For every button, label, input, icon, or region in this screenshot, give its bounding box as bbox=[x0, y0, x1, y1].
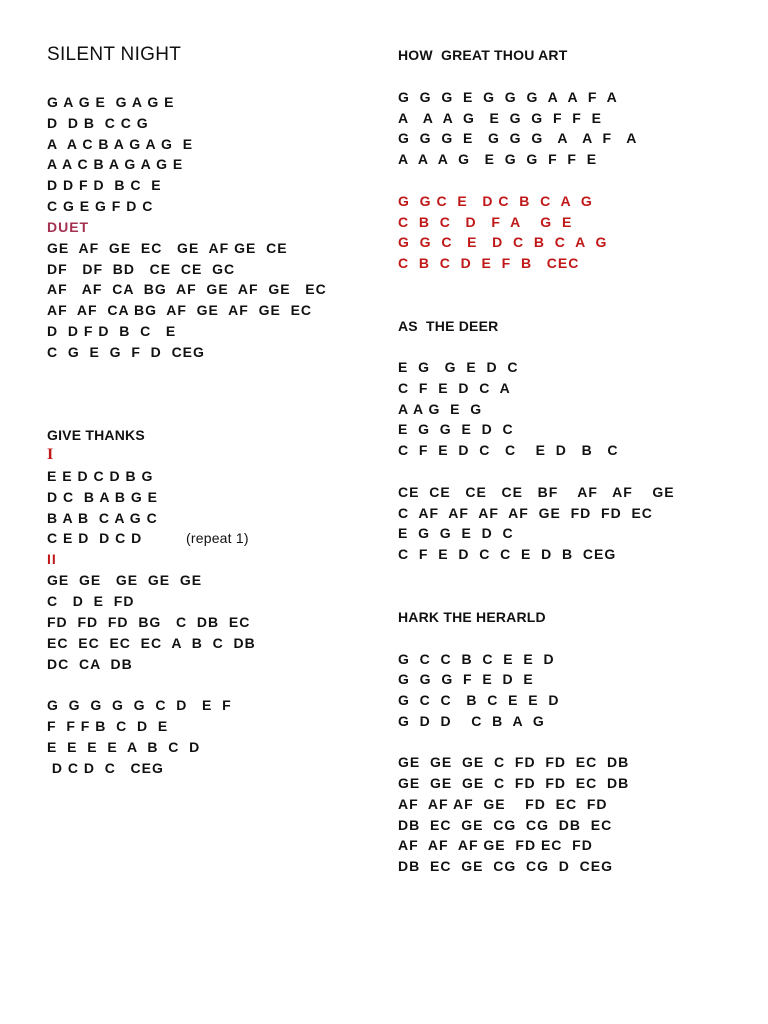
give-thanks-line-10: G G G G G C D E F bbox=[47, 697, 232, 713]
as-the-deer-line-9: C F E D C C E D B CEG bbox=[398, 546, 617, 562]
as-the-deer-line-3: A A G E G bbox=[398, 401, 483, 417]
duet-line-4: AF AF CA BG AF GE AF GE EC bbox=[47, 302, 313, 318]
how-great-red-line-3: G G C E D C B C A G bbox=[398, 234, 608, 250]
silent-night-line-3: A A C B A G A G E bbox=[47, 136, 194, 152]
how-great-red-line-1: G G C E D C B C A G bbox=[398, 193, 593, 209]
give-thanks-line-11: F F F B C D E bbox=[47, 718, 169, 734]
give-thanks-line-13: D C D C CEG bbox=[47, 760, 164, 776]
part-one-label: I bbox=[47, 446, 55, 463]
duet-line-3: AF AF CA BG AF GE AF GE EC bbox=[47, 281, 327, 297]
how-great-line-4: A A A G E G G F F E bbox=[398, 151, 598, 167]
as-the-deer-line-2: C F E D C A bbox=[398, 380, 511, 396]
as-the-deer-line-5: C F E D C C E D B C bbox=[398, 442, 619, 458]
give-thanks-line-2: D C B A B G E bbox=[47, 489, 158, 505]
duet-line-5: D D F D B C E bbox=[47, 323, 177, 339]
repeat-note: (repeat 1) bbox=[186, 530, 249, 546]
silent-night-line-1: G A G E G A G E bbox=[47, 94, 175, 110]
silent-night-line-6: C G E G F D C bbox=[47, 198, 154, 214]
how-great-line-3: G G G E G G G A A F A bbox=[398, 130, 638, 146]
how-great-red-line-2: C B C D F A G E bbox=[398, 214, 573, 230]
as-the-deer-line-7: C AF AF AF AF GE FD FD EC bbox=[398, 505, 653, 521]
silent-night-title: SILENT NIGHT bbox=[47, 44, 182, 65]
how-great-line-2: A A A G E G G F F E bbox=[398, 110, 602, 126]
hark-line-6: GE GE GE C FD FD EC DB bbox=[398, 775, 630, 791]
give-thanks-line-1: E E D C D B G bbox=[47, 468, 154, 484]
give-thanks-line-3: B A B C A G C bbox=[47, 510, 158, 526]
hark-line-1: G C C B C E E D bbox=[398, 651, 555, 667]
give-thanks-title: GIVE THANKS bbox=[47, 427, 145, 443]
how-great-thou-art-title: HOW GREAT THOU ART bbox=[398, 47, 568, 63]
give-thanks-line-7: FD FD FD BG C DB EC bbox=[47, 614, 251, 630]
hark-the-herarld-title: HARK THE HERARLD bbox=[398, 609, 546, 625]
silent-night-line-5: D D F D B C E bbox=[47, 177, 162, 193]
duet-line-1: GE AF GE EC GE AF GE CE bbox=[47, 240, 288, 256]
as-the-deer-line-1: E G G E D C bbox=[398, 359, 519, 375]
hark-line-7: AF AF AF GE FD EC FD bbox=[398, 796, 608, 812]
hark-line-10: DB EC GE CG CG D CEG bbox=[398, 858, 614, 874]
how-great-line-1: G G G E G G G A A F A bbox=[398, 89, 618, 105]
duet-label: DUET bbox=[47, 219, 90, 235]
give-thanks-line-5: GE GE GE GE GE bbox=[47, 572, 203, 588]
give-thanks-line-4: C E D D C D bbox=[47, 530, 143, 546]
give-thanks-line-12: E E E E A B C D bbox=[47, 739, 201, 755]
part-two-label: II bbox=[47, 551, 57, 567]
how-great-red-line-4: C B C D E F B CEC bbox=[398, 255, 580, 271]
give-thanks-line-8: EC EC EC EC A B C DB bbox=[47, 635, 256, 651]
hark-line-8: DB EC GE CG CG DB EC bbox=[398, 817, 613, 833]
silent-night-line-4: A A C B A G A G E bbox=[47, 156, 184, 172]
silent-night-line-2: D D B C C G bbox=[47, 115, 149, 131]
hark-line-5: GE GE GE C FD FD EC DB bbox=[398, 754, 630, 770]
hark-line-9: AF AF AF GE FD EC FD bbox=[398, 837, 593, 853]
hark-line-2: G G G F E D E bbox=[398, 671, 534, 687]
hark-line-4: G D D C B A G bbox=[398, 713, 545, 729]
give-thanks-line-6: C D E FD bbox=[47, 593, 135, 609]
hark-line-3: G C C B C E E D bbox=[398, 692, 560, 708]
duet-line-6: C G E G F D CEG bbox=[47, 344, 205, 360]
as-the-deer-title: AS THE DEER bbox=[398, 318, 499, 334]
give-thanks-line-9: DC CA DB bbox=[47, 656, 133, 672]
as-the-deer-line-8: E G G E D C bbox=[398, 525, 514, 541]
duet-line-2: DF DF BD CE CE GC bbox=[47, 261, 236, 277]
as-the-deer-line-4: E G G E D C bbox=[398, 421, 514, 437]
as-the-deer-line-6: CE CE CE CE BF AF AF GE bbox=[398, 484, 675, 500]
